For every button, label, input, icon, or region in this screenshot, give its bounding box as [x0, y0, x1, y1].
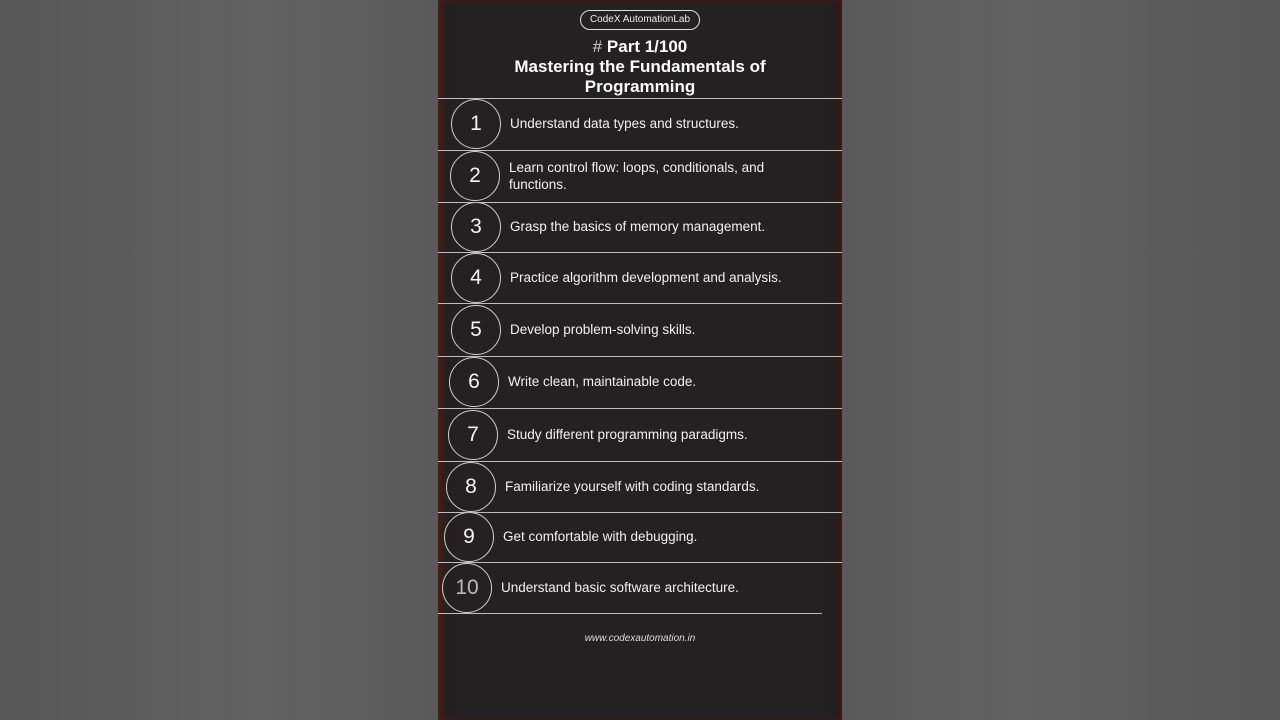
- number-circle: 5: [451, 305, 501, 355]
- number-circle: 7: [448, 410, 498, 460]
- item-text: Practice algorithm development and analysis.: [510, 269, 782, 285]
- list-item: [438, 461, 842, 512]
- page-title-line2: Programming: [584, 77, 696, 96]
- item-text: Study different programming paradigms.: [507, 426, 748, 442]
- hash-symbol: #: [592, 37, 603, 56]
- divider: [438, 613, 822, 614]
- item-text: Grasp the basics of memory management.: [510, 219, 766, 234]
- list-item: [438, 202, 842, 252]
- number-circle: 3: [451, 202, 501, 252]
- list-item: [438, 98, 842, 150]
- divider: [438, 356, 842, 357]
- divider: [438, 303, 842, 304]
- footer-url: www.codexautomation.in: [584, 633, 696, 644]
- item-text: Understand data types and structures.: [510, 116, 739, 131]
- divider: [438, 408, 842, 409]
- divider: [438, 512, 842, 513]
- item-text: Develop problem-solving skills.: [510, 321, 696, 337]
- right-backdrop: [842, 0, 1280, 720]
- divider: [438, 252, 842, 253]
- divider: [438, 562, 842, 563]
- number-circle: 1: [451, 99, 501, 149]
- divider: [438, 150, 842, 151]
- list-item: [438, 408, 842, 461]
- list-item: [438, 356, 842, 408]
- page-title-line1: Mastering the Fundamentals of: [514, 57, 766, 76]
- item-text: Familiarize yourself with coding standards.: [505, 478, 760, 494]
- item-text: Write clean, maintainable code.: [508, 374, 697, 389]
- divider: [438, 461, 842, 462]
- number-circle: 2: [450, 151, 500, 201]
- divider: [438, 98, 842, 99]
- list-item: [438, 252, 842, 303]
- number-circle: 9: [444, 512, 494, 562]
- brand-badge: CodeX AutomationLab: [580, 10, 700, 30]
- item-text: Get comfortable with debugging.: [503, 529, 698, 544]
- part-heading: [438, 37, 842, 57]
- list-item: [438, 562, 842, 613]
- item-text: Understand basic software architecture.: [501, 579, 739, 595]
- list-item: [438, 512, 842, 562]
- number-circle: 6: [449, 357, 499, 407]
- number-circle: 10: [442, 563, 492, 613]
- left-backdrop: [0, 0, 438, 720]
- infographic-panel: [438, 0, 842, 720]
- divider: [438, 202, 842, 203]
- number-circle: 4: [451, 253, 501, 303]
- number-circle: 8: [446, 462, 496, 512]
- list-item: [438, 150, 842, 202]
- item-text: Learn control flow: loops, conditionals, and functions.: [509, 160, 765, 192]
- part-label: Part 1/100: [606, 37, 688, 56]
- list-item: [438, 303, 842, 356]
